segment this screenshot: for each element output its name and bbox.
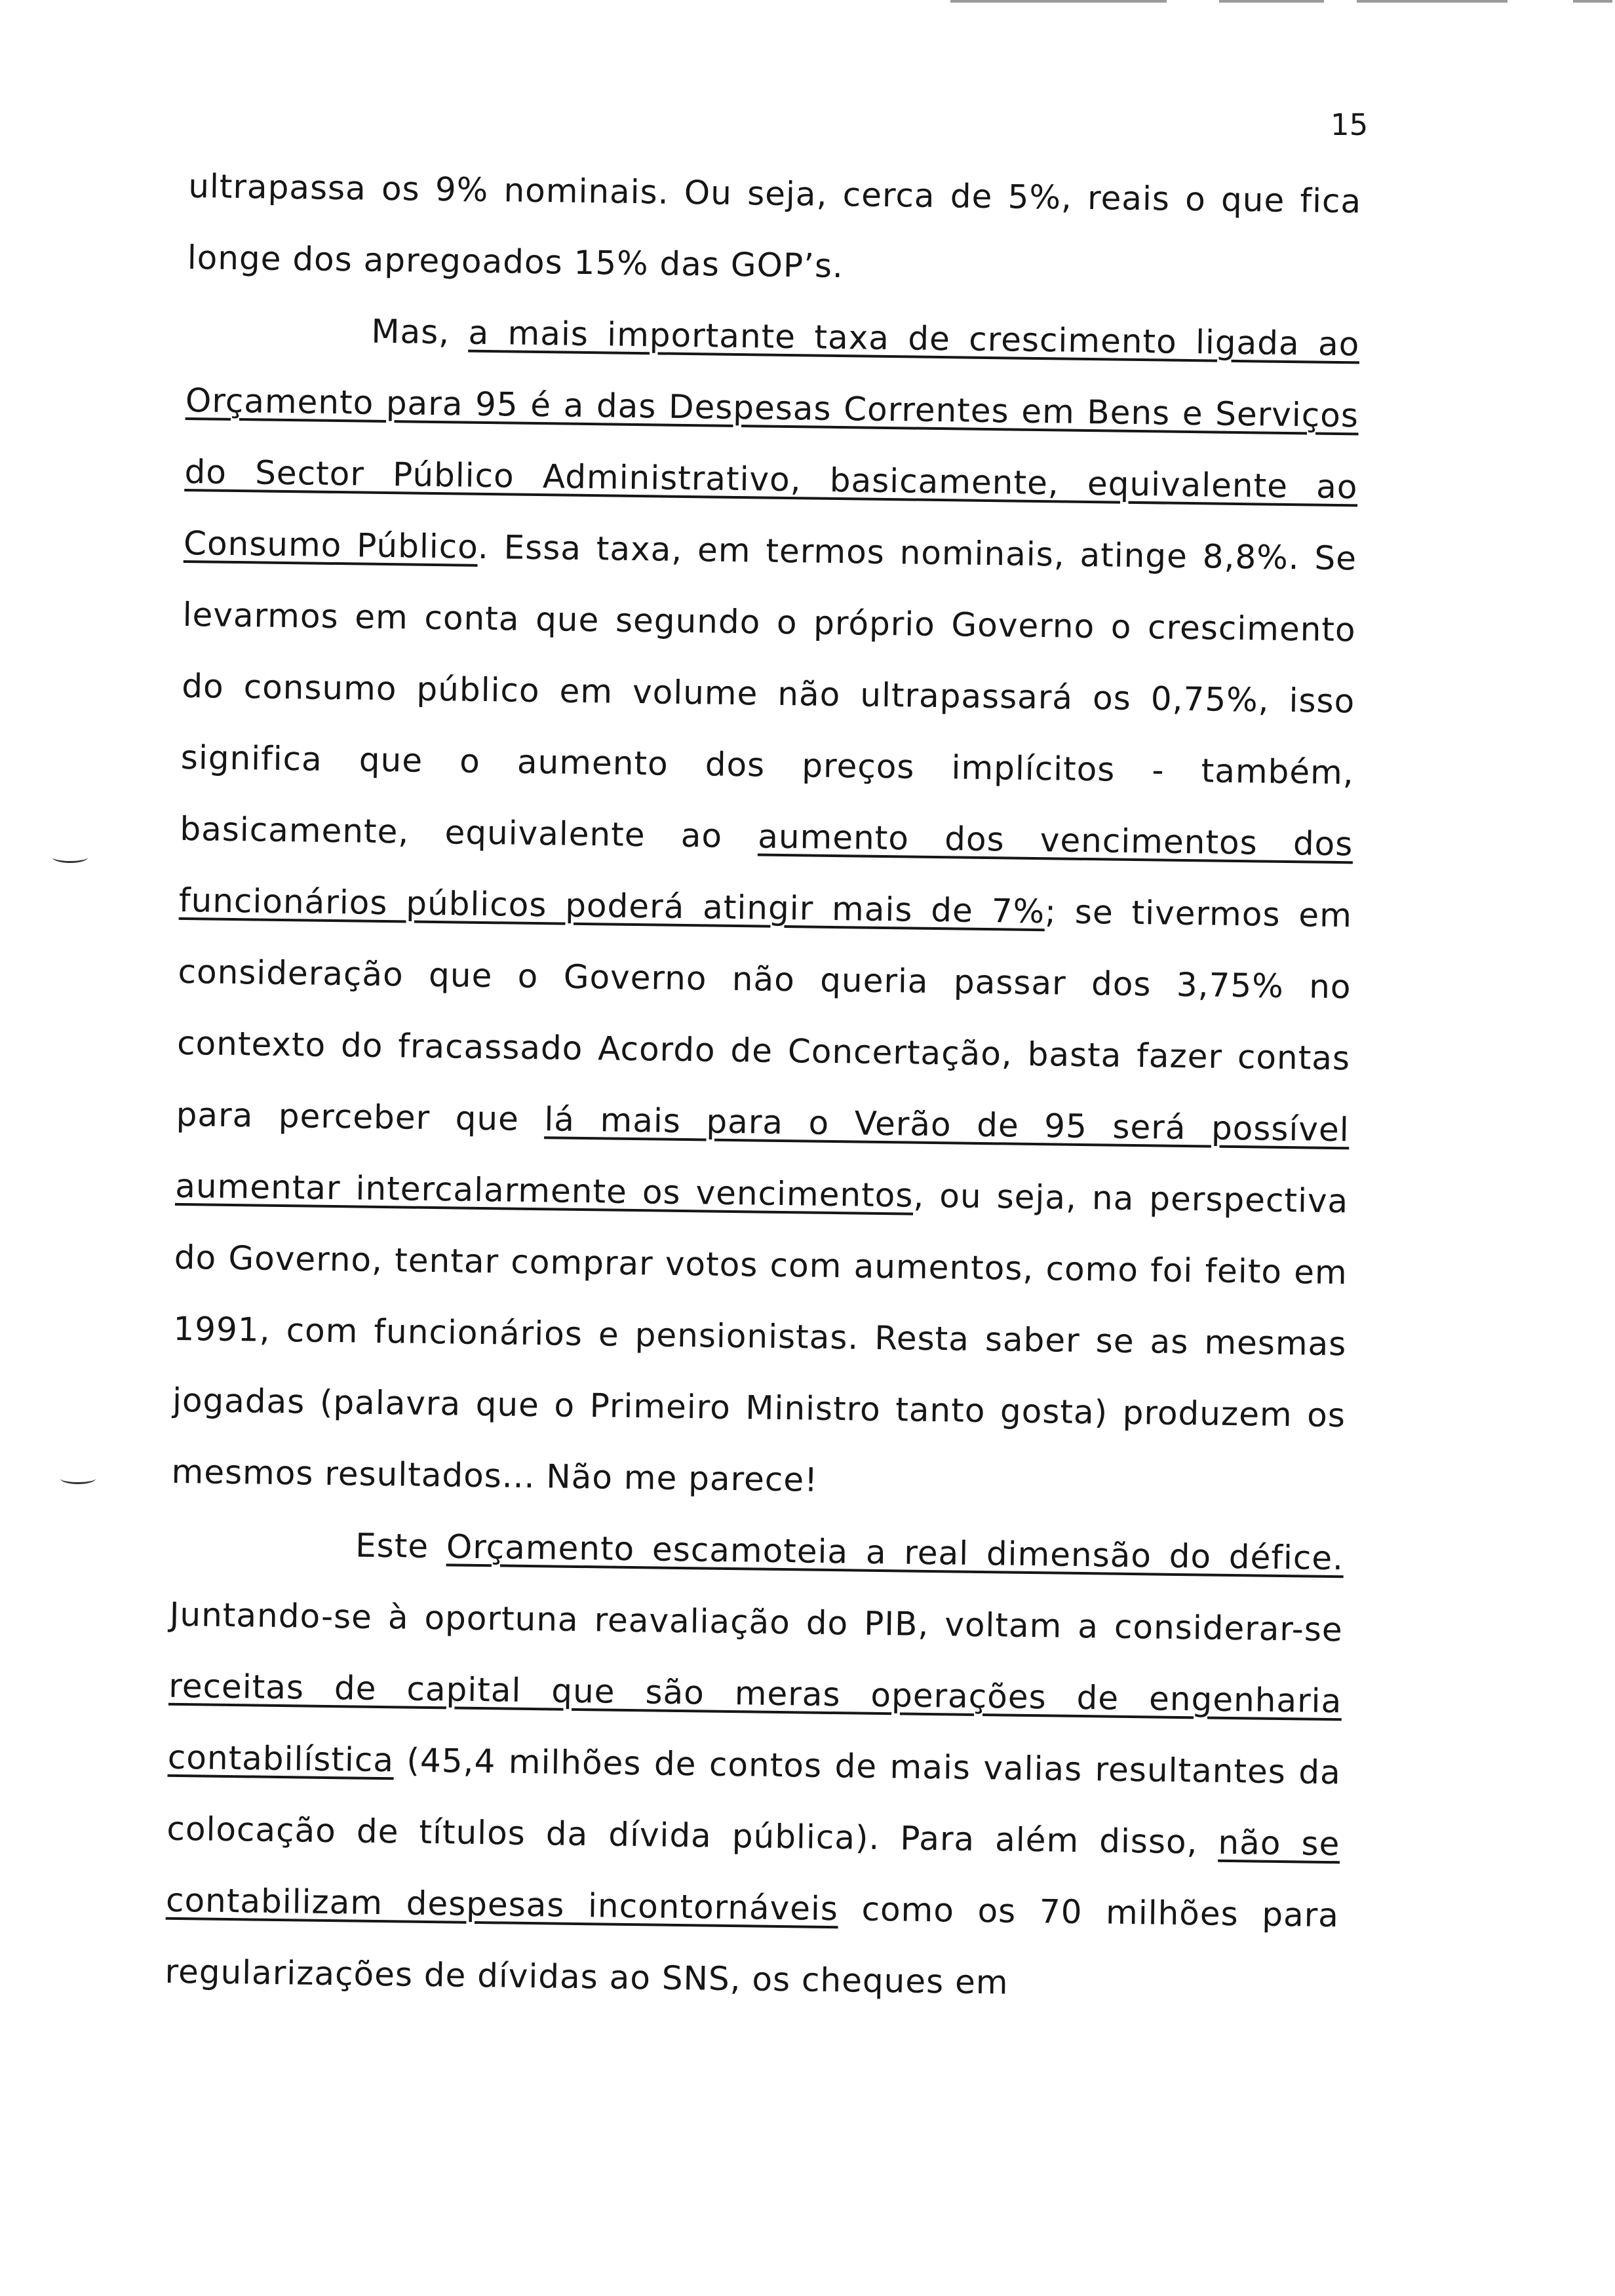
underlined-phrase: a mais importante taxa de crescimento ligada ao Orçamento para 95 é a das Despesas Correntes em Bens e Serviços do Sector Público Administrativo, basicamente, equivalente ao Consumo Público [183,313,1360,566]
text-run: Mas, [371,312,469,352]
underlined-phrase: aumento dos vencimentos dos funcionários públicos poderá atingir mais de 7% [178,817,1353,931]
text-run: Este [355,1526,447,1566]
scan-edge-line [1573,0,1612,3]
underlined-phrase: receitas de capital que são meras operações de engenharia contabilística [167,1666,1342,1780]
paragraph [187,151,1362,309]
page-number: 15 [1331,107,1369,142]
paragraph [171,294,1360,1523]
underlined-phrase: não se contabilizam despesas incontornáveis [165,1823,1340,1928]
text-run: ; se tivermos em consideração que o Governo não queria passar dos 3,75% no contexto do fracassado Acordo de Concertação, basta fazer contas para perceber que [176,892,1353,1139]
scan-edge-line [1357,0,1508,3]
scan-edge-line [950,0,1167,3]
margin-mark [60,1473,96,1484]
underlined-phrase: lá mais para o Verão de 95 será possível aumentar intercalarmente os vencimentos [174,1100,1350,1215]
text-run: Juntando-se à oportuna reavaliação do PIB, voltam a considerar-se [169,1595,1343,1649]
margin-mark [52,852,88,863]
body-text [165,151,1362,2023]
paragraph [165,1508,1344,2023]
text-run: como os 70 milhões para regularizações de dívidas ao SNS, os cheques em [165,1890,1340,2002]
scan-edge-line [1219,0,1324,3]
text-run: ultrapassa os 9% nominais. Ou seja, cerca de 5%, reais o que fica longe dos apregoados 15% das GOP’s. [187,166,1362,286]
underlined-phrase: Orçamento escamoteia a real dimensão do défice. [446,1527,1344,1578]
text-run: , ou seja, na perspectiva do Governo, tentar comprar votos com aumentos, como foi feito em 1991, com funcionários e pensionistas. Resta saber se as mesmas jogadas (palavra que o Primeiro Ministro tanto gosta) produzem os mesmos resultados... Não me parece! [171,1176,1349,1499]
text-run: (45,4 milhões de contos de mais valias resultantes da colocação de títulos da dívida pública). Para além disso, [166,1741,1342,1862]
text-run: . Essa taxa, em termos nominais, atinge 8,8%. Se levarmos em conta que segundo o próprio Governo o crescimento do consumo público em volume não ultrapassará os 0,75%, isso significa que o aumento dos preços implícitos - também, basicamente, equivalente ao [180,527,1357,856]
